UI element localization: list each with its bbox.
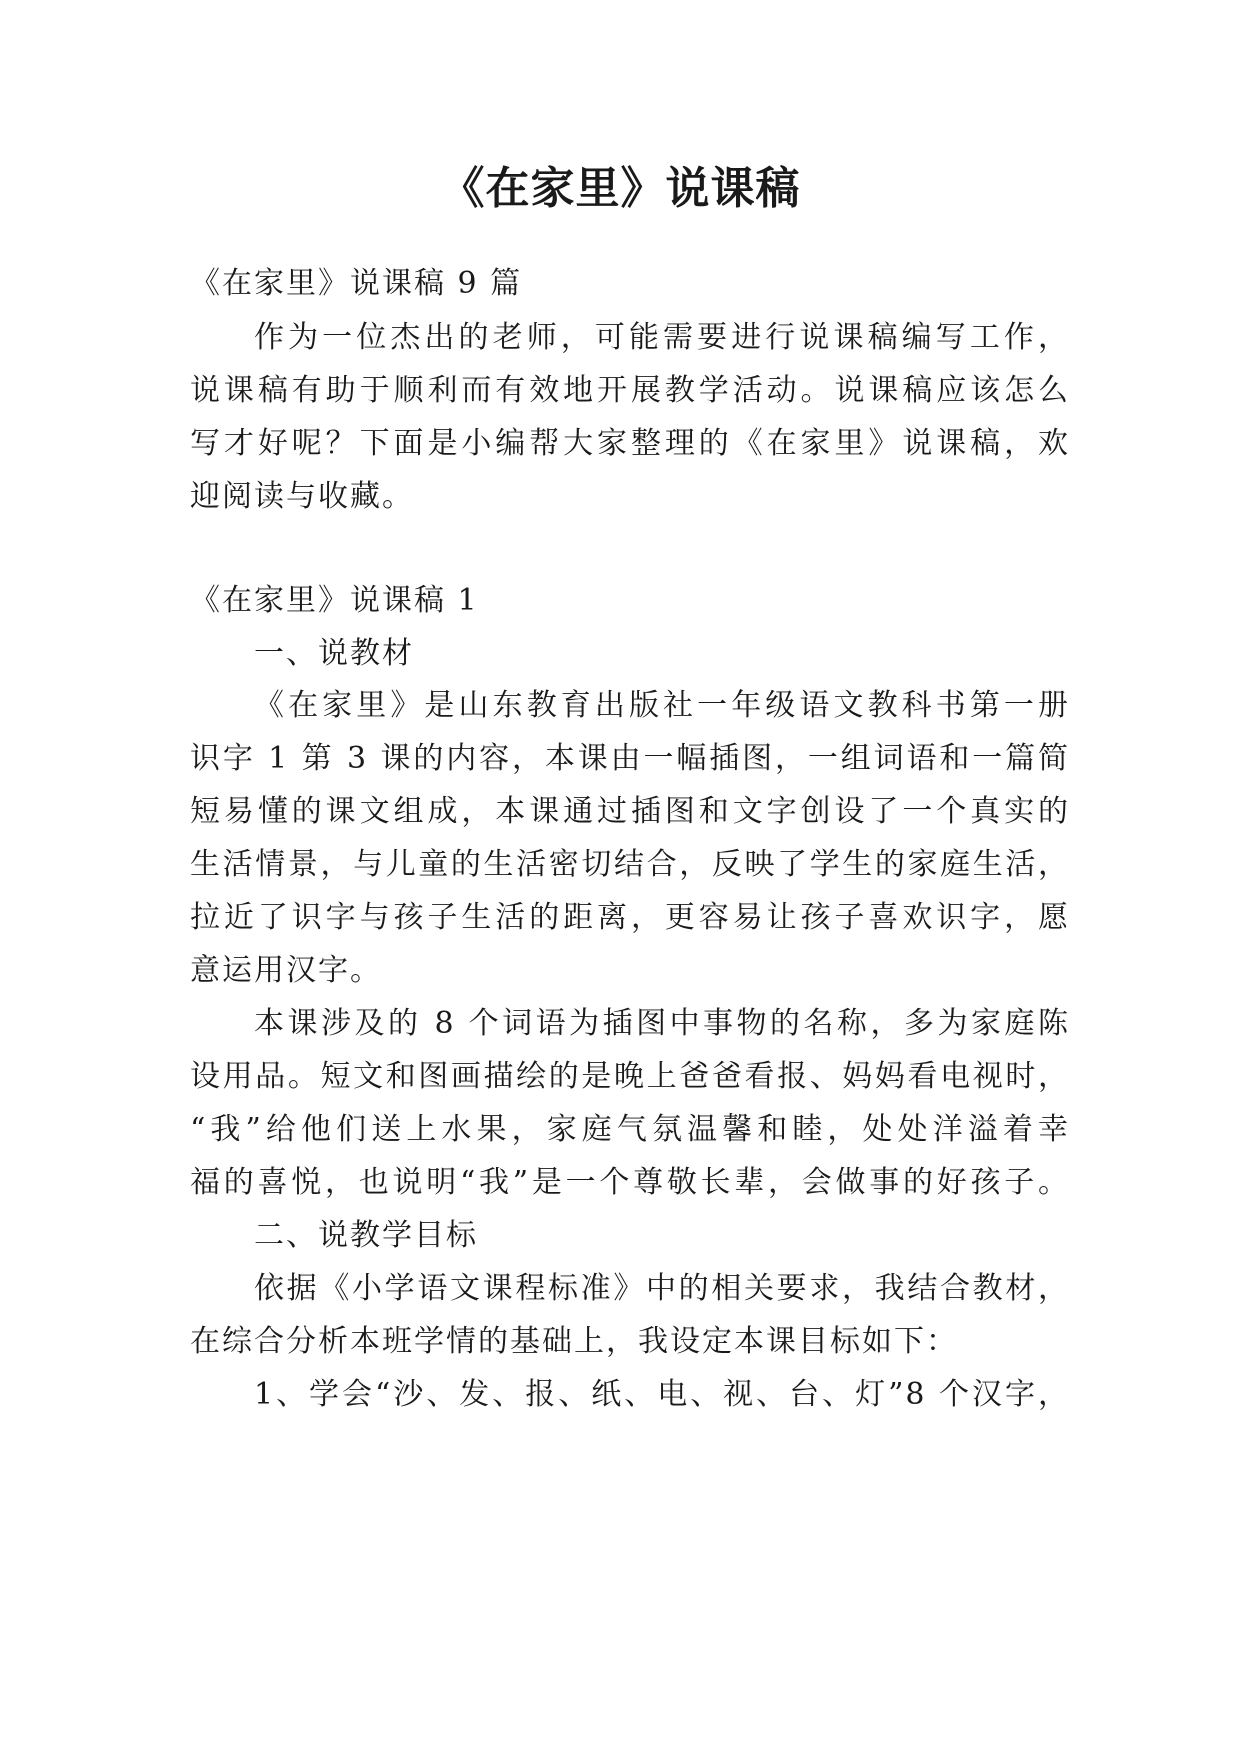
paragraph-line: “我”给他们送上水果，家庭气氛温馨和睦，处处洋溢着幸 xyxy=(190,1112,1070,1147)
document-title: 《在家里》说课稿 xyxy=(440,163,801,214)
heading: 二、说教学目标 xyxy=(254,1218,478,1253)
subtitle: 《在家里》说课稿 9 篇 xyxy=(190,266,523,301)
section-title: 《在家里》说课稿 1 xyxy=(190,583,479,618)
intro-line: 说课稿有助于顺利而有效地开展教学活动。说课稿应该怎么 xyxy=(190,373,1070,408)
paragraph-line: 短易懂的课文组成，本课通过插图和文字创设了一个真实的 xyxy=(190,794,1070,829)
paragraph-line: 本课涉及的 8 个词语为插图中事物的名称，多为家庭陈 xyxy=(254,1006,1070,1041)
paragraph-line: 生活情景，与儿童的生活密切结合，反映了学生的家庭生活， xyxy=(190,847,1070,882)
paragraph-line: 《在家里》是山东教育出版社一年级语文教科书第一册 xyxy=(254,688,1070,723)
paragraph-line: 拉近了识字与孩子生活的距离，更容易让孩子喜欢识字，愿 xyxy=(190,900,1070,935)
intro-line: 迎阅读与收藏。 xyxy=(190,479,414,514)
heading: 一、说教材 xyxy=(254,636,414,671)
paragraph-line: 福的喜悦，也说明“我”是一个尊敬长辈，会做事的好孩子。 xyxy=(190,1165,1070,1200)
paragraph-line: 意运用汉字。 xyxy=(190,953,382,988)
list-item: 1、学会“沙、发、报、纸、电、视、台、灯”8 个汉字， xyxy=(254,1377,1070,1412)
intro-line: 作为一位杰出的老师，可能需要进行说课稿编写工作， xyxy=(254,320,1070,355)
intro-line: 写才好呢？下面是小编帮大家整理的《在家里》说课稿，欢 xyxy=(190,426,1070,461)
paragraph-line: 设用品。短文和图画描绘的是晚上爸爸看报、妈妈看电视时， xyxy=(190,1059,1070,1094)
paragraph-line: 识字 1 第 3 课的内容，本课由一幅插图，一组词语和一篇简 xyxy=(190,741,1070,776)
paragraph-line: 在综合分析本班学情的基础上，我设定本课目标如下： xyxy=(190,1324,958,1359)
paragraph-line: 依据《小学语文课程标准》中的相关要求，我结合教材， xyxy=(254,1271,1070,1306)
